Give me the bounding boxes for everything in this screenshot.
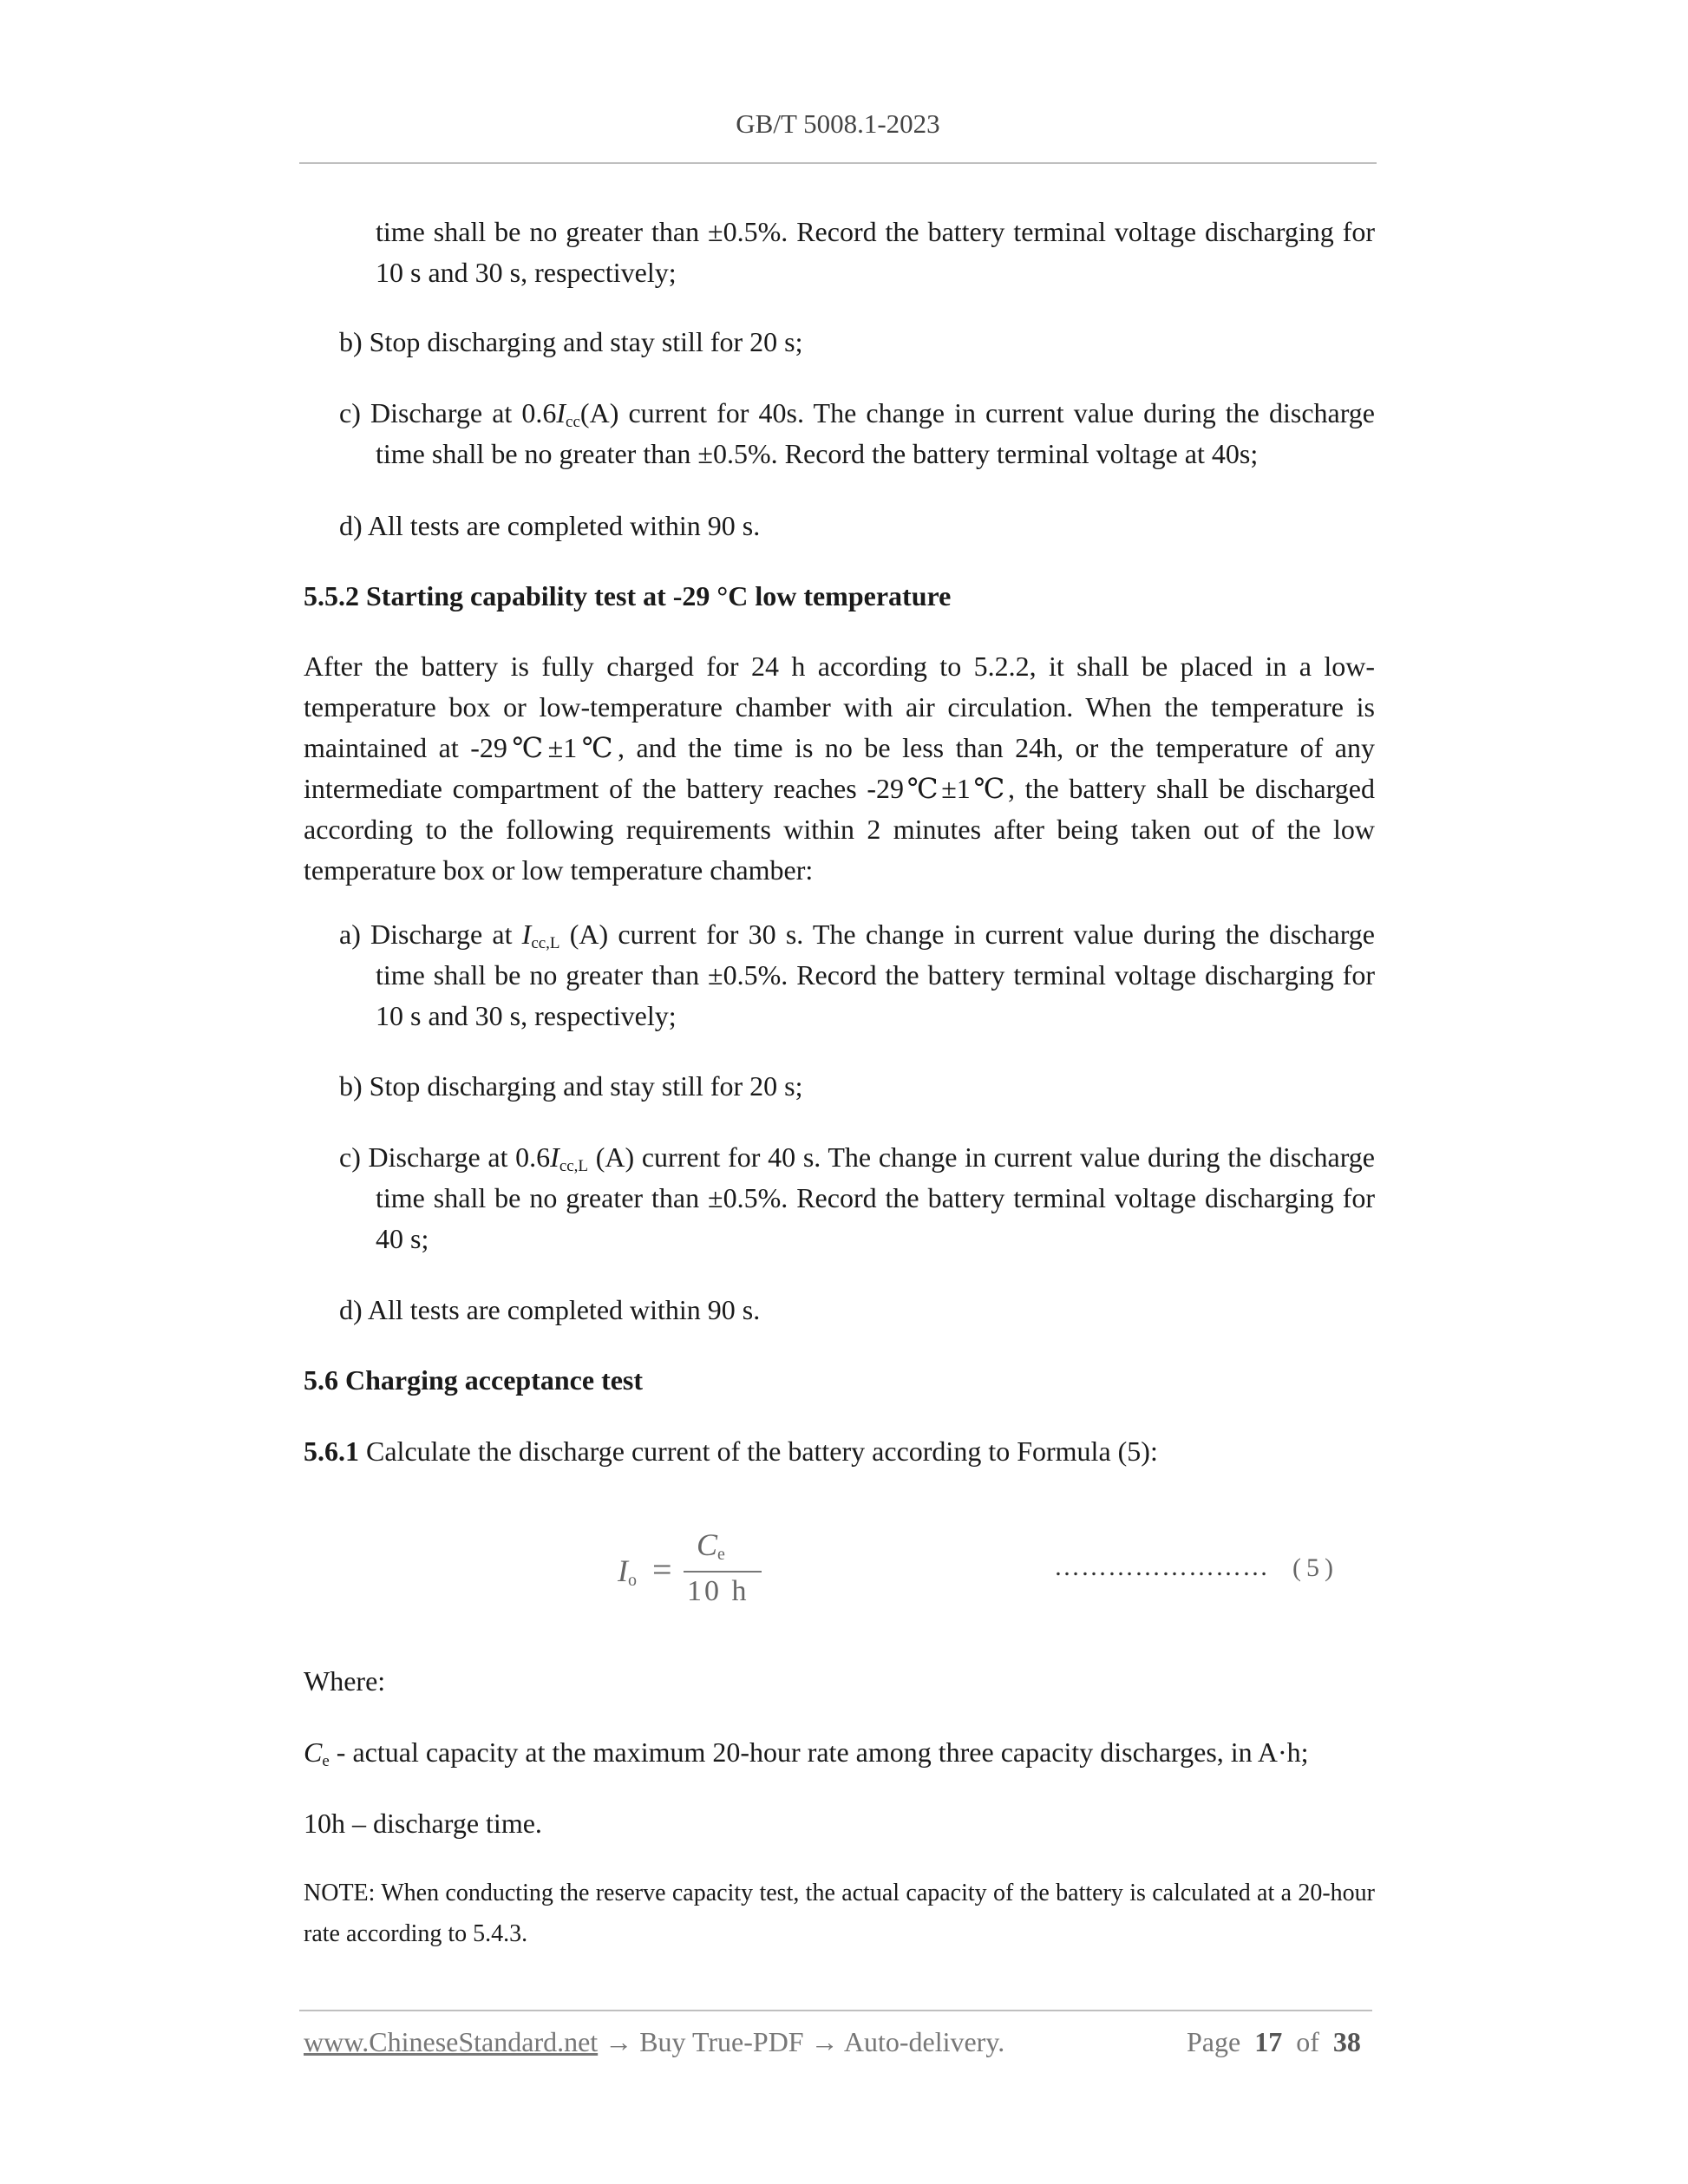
where-label: Where: [304, 1665, 386, 1697]
item-a-2: a) Discharge at $I_{cc,L}$ (A) current for 30 s. The change in current value during the discharge time shall be no greater than ±0.5%. Record the battery terminal voltage discharging for 10 s and 30 s, respectively; [339, 919, 1376, 1031]
item-c: c) Discharge at $0.6I_{cc}(A)$ current for 40s. The change in current value during the discharge time shall be no greater than ±0.5%. Record the battery terminal voltage at 40s; [339, 397, 1376, 469]
item-c-2: c) Discharge at $0.6I_{cc,L}$ (A) current for 40 s. The change in current value during the discharge time shall be no greater than ±0.5%. Record the battery terminal voltage discharging for 40 s; [339, 1141, 1376, 1254]
footer-tagline: → Buy True-PDF → Auto-delivery. [598, 2026, 1005, 2057]
header-divider [299, 162, 1377, 164]
formula-numerator: $C_e$ [697, 1527, 725, 1564]
formula-equals: = [652, 1550, 672, 1589]
heading-5-5-2: 5.5.2 Starting capability test at -29 °C low temperature [304, 580, 952, 611]
footer-divider [299, 2010, 1372, 2011]
item-a-continuation: time shall be no greater than ±0.5%. Record the battery terminal voltage discharging for 10 s and 30 s, respectively; [376, 216, 1375, 288]
definition-10h: 10h – discharge time. [304, 1808, 542, 1839]
formula-5 [607, 1527, 781, 1622]
formula-lhs: $I_o$ [618, 1553, 637, 1590]
formula-denominator: 10 h [687, 1575, 749, 1607]
paragraph-5-5-2: After the battery is fully charged for 24 h according to 5.2.2, it shall be placed in a low-temperature box or low-temperature chamber with air circulation. When the temperature is maintained at -29℃±1℃, and the time is no be less than 24h, or the temperature of any intermediate compartment of the battery reaches -29℃±1℃, the battery shall be discharged according to the following requirements within 2 minutes after being taken out of the low temperature box or low temperature chamber: [304, 651, 1375, 886]
footer-promo [304, 2026, 1004, 2058]
item-b-2: b) Stop discharging and stay still for 20 s; [339, 1070, 803, 1102]
definition-ce: $C_e$ - actual capacity at the maximum 20-hour rate among three capacity discharges, in A·h; [304, 1736, 1309, 1770]
item-d: d) All tests are completed within 90 s. [339, 510, 761, 541]
footer-site-link[interactable]: www.ChineseStandard.net [304, 2026, 599, 2057]
heading-5-6: 5.6 Charging acceptance test [304, 1364, 644, 1396]
formula-leader-dots: …………………… [1054, 1553, 1269, 1581]
note: NOTE: When conducting the reserve capacity test, the actual capacity of the battery is calculated at a 20-hour rate according to 5.4.3. [304, 1880, 1375, 1947]
item-d-2: d) All tests are completed within 90 s. [339, 1294, 761, 1325]
item-b: b) Stop discharging and stay still for 20 s; [339, 326, 803, 357]
footer-page-number: Page 17 of 38 [1187, 2026, 1361, 2057]
header-doc-id: GB/T 5008.1-2023 [736, 108, 940, 139]
paragraph-5-6-1: 5.6.1 Calculate the discharge current of the battery according to Formula (5): [304, 1435, 1158, 1467]
formula-number: (5) [1292, 1553, 1338, 1582]
formula-fraction-bar [684, 1571, 762, 1573]
